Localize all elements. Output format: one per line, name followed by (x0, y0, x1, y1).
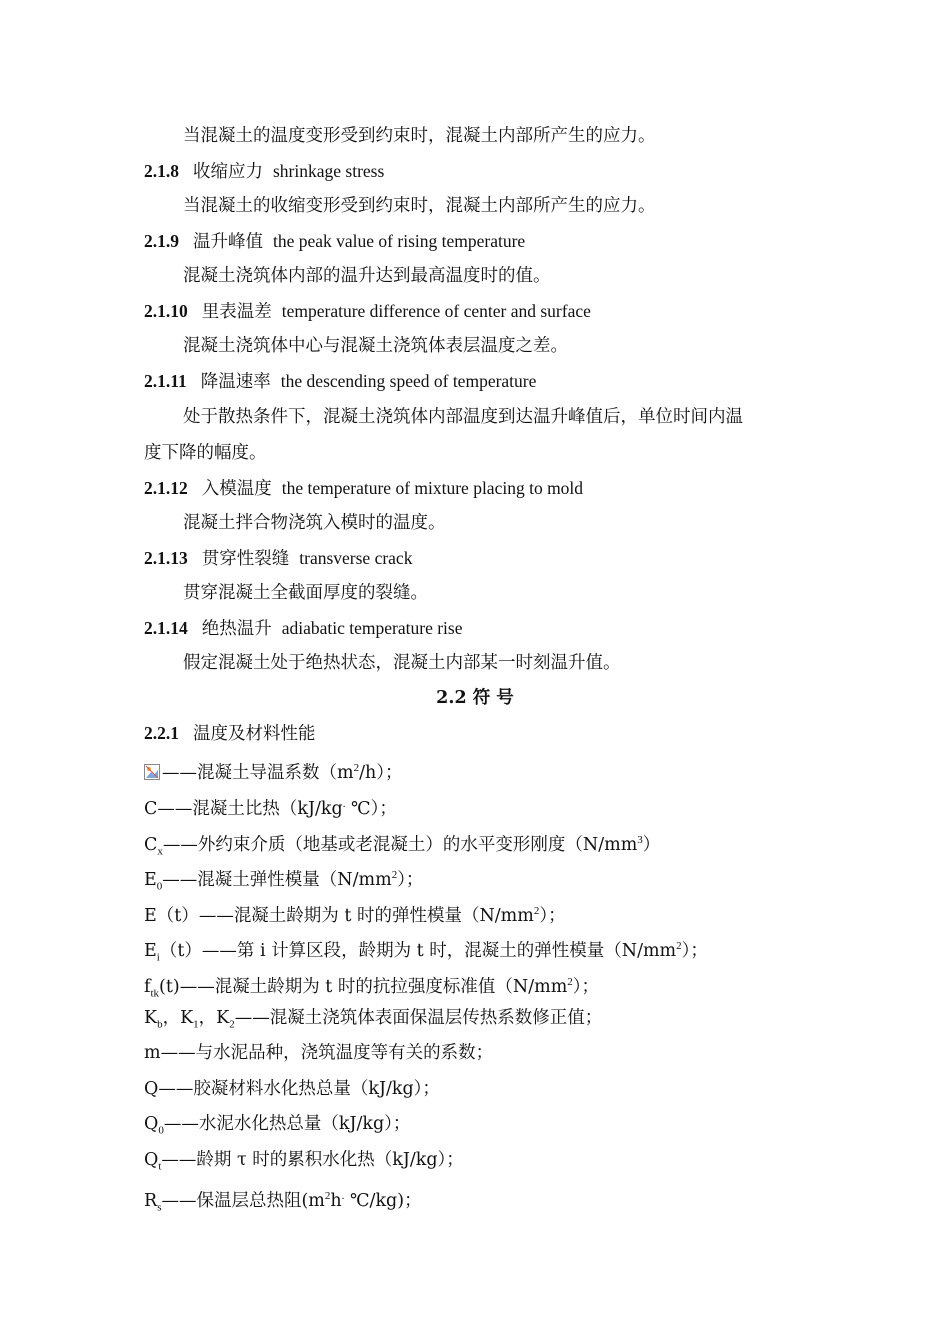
term-number: 2.1.9 (144, 231, 179, 251)
subsection-heading-2-2-1 (144, 721, 316, 746)
symbol-row-binder-hydration-heat: Q——胶凝材料水化热总量（kJ/kg）； (144, 1079, 440, 1099)
term-heading-2-1-14 (144, 616, 462, 641)
term-english: adiabatic temperature rise (281, 618, 463, 638)
term-number: 2.1.11 (144, 371, 187, 391)
term-english: the peak value of rising temperature (273, 231, 526, 251)
term-number: 2.1.12 (144, 478, 188, 498)
term-chinese: 贯穿性裂缝 (201, 549, 290, 569)
symbol-row-tensile-strength: $f_{tk}(t)——$混凝土龄期为 t 时的抗拉强度标准值$(N/mm^2)$； (144, 976, 600, 1000)
term-heading-2-1-9 (144, 229, 525, 254)
symbol-row-elastic-modulus: $E_0——$混凝土弹性模量$(N/mm^2)$； (144, 869, 424, 893)
definition-text: 混凝土浇筑体内部的温升达到最高温度时的值。 (183, 266, 551, 286)
term-heading-2-1-13 (144, 546, 412, 571)
symbol-row-heat-transfer-correction: $K_b$，$K_1$，$K_2——$混凝土浇筑体表面保温层传热系数修正值； (144, 1008, 603, 1031)
term-chinese: 入模温度 (201, 479, 272, 499)
term-number: 2.1.13 (144, 548, 188, 568)
term-chinese: 里表温差 (201, 302, 272, 322)
symbol-row-coefficient-m: m——与水泥品种，浇筑温度等有关的系数； (144, 1043, 494, 1063)
definition-text: 当混凝土的收缩变形受到约束时，混凝土内部所产生的应力。 (183, 196, 656, 216)
subsection-title: 温度及材料性能 (193, 724, 316, 744)
term-heading-2-1-11 (144, 369, 536, 394)
term-number: 2.1.10 (144, 301, 188, 321)
term-heading-2-1-10 (144, 299, 591, 324)
definition-text: 贯穿混凝土全截面厚度的裂缝。 (183, 583, 428, 603)
definition-text: 混凝土浇筑体中心与混凝土浇筑体表层温度之差。 (183, 336, 568, 356)
symbol-row-elastic-modulus-age: E（t）——混凝土龄期为 t 时的弹性模量$(N/mm^2)$； (144, 905, 566, 926)
term-chinese: 绝热温升 (201, 619, 272, 639)
term-english: temperature difference of center and surface (281, 301, 591, 321)
symbol-row-cement-hydration-heat: $Q_0——$水泥水化热总量（kJ/kg）； (144, 1114, 411, 1137)
term-heading-2-1-12 (144, 476, 583, 501)
broken-image-icon (144, 764, 160, 780)
term-chinese: 降温速率 (200, 372, 271, 392)
definition-text-continued: 度下降的幅度。 (144, 443, 267, 463)
symbol-row-thermal-resistance: $R_s——$保温层总热阻($m^2h^.$ ℃/kg)； (144, 1190, 422, 1214)
subsection-number: 2.2.1 (144, 723, 179, 743)
term-english: the temperature of mixture placing to mold (281, 478, 584, 498)
symbol-row-specific-heat: C——混凝土比热（kJ/kg. ℃）； (144, 798, 397, 819)
section-title-symbols: 2.2 符 号 (436, 688, 514, 708)
symbol-row-elastic-modulus-segment: $E_i(t)——$第 i 计算区段，龄期为 t 时，混凝土的弹性模量$(N/mm^2)$； (144, 940, 708, 964)
symbol-row-thermal-diffusivity: ——混凝土导温系数$(m^2/h)$； (144, 756, 403, 785)
term-chinese: 收缩应力 (193, 162, 263, 182)
term-heading-2-1-8 (144, 159, 384, 184)
term-english: transverse crack (299, 548, 413, 568)
definition-text: 当混凝土的温度变形受到约束时，混凝土内部所产生的应力。 (183, 126, 656, 146)
definition-text: 假定混凝土处于绝热状态，混凝土内部某一时刻温升值。 (183, 653, 621, 673)
term-english: shrinkage stress (273, 161, 385, 181)
term-number: 2.1.8 (144, 161, 179, 181)
term-number: 2.1.14 (144, 618, 188, 638)
term-english: the descending speed of temperature (280, 371, 537, 391)
symbol-row-cumulative-hydration-heat: $Q_t——$龄期 τ 时的累积水化热（kJ/kg）； (144, 1150, 464, 1173)
term-chinese: 温升峰值 (193, 232, 263, 252)
definition-text: 混凝土拌合物浇筑入模时的温度。 (183, 513, 446, 533)
definition-text: 处于散热条件下，混凝土浇筑体内部温度到达温升峰值后，单位时间内温 (183, 407, 743, 427)
symbol-row-horizontal-stiffness: $C_x——$外约束介质（地基或老混凝土）的水平变形刚度$(N/mm^3)$ (144, 834, 661, 858)
